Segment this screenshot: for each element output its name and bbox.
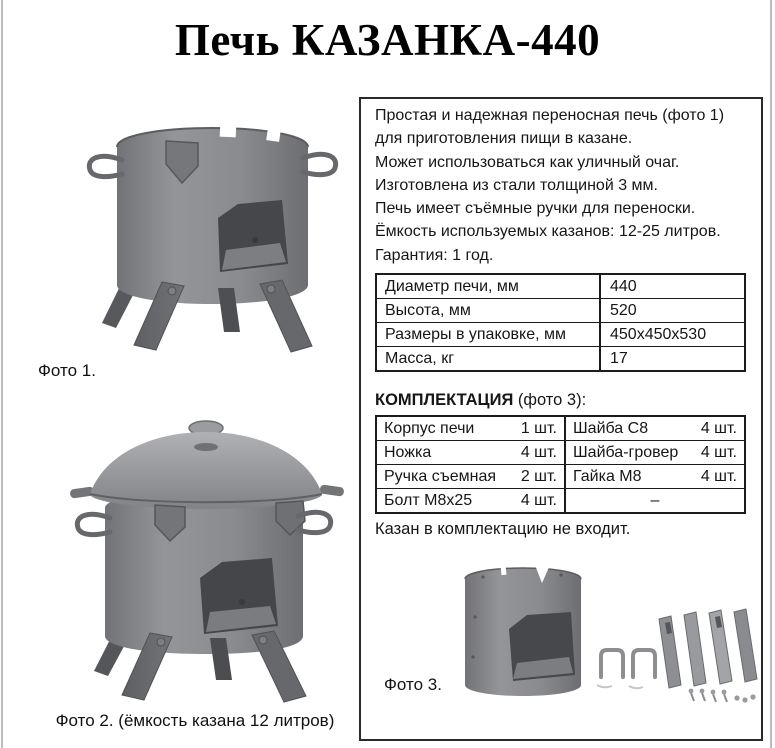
photo-3-image: [453, 557, 758, 714]
spec-label: Диаметр печи, мм: [385, 277, 519, 295]
page-right-border: [770, 0, 772, 748]
spec-value: 440: [599, 275, 744, 298]
page-title: Печь КАЗАНКА-440: [174, 15, 601, 65]
komplekt-cell: [377, 441, 564, 464]
item-qty: 4 шт.: [520, 491, 557, 509]
photo-1-caption: Фото 1.: [38, 361, 96, 380]
description: [375, 104, 755, 267]
komplekt-heading-bold: КОМПЛЕКТАЦИЯ: [375, 391, 514, 409]
komplekt-cell: [377, 489, 564, 512]
photo-2-caption: Фото 2. (ёмкость казана 12 литров): [55, 711, 335, 730]
item-name: –: [650, 491, 660, 509]
kazan-note: Казан в комплектацию не входит.: [375, 520, 631, 538]
item-name: Корпус печи: [384, 419, 475, 437]
table-row: [377, 440, 744, 464]
description-line: Может использоваться как уличный очаг.: [375, 153, 680, 171]
description-line: Ёмкость используемых казанов: 12-25 литров.: [375, 223, 721, 241]
table-row: [377, 346, 744, 370]
komplekt-cell: [377, 465, 564, 488]
photo-2-image: [60, 408, 355, 711]
description-line: Изготовлена из стали толщиной 3 мм.: [375, 176, 658, 194]
table-row: [377, 488, 744, 512]
table-row: [377, 322, 744, 346]
komplekt-cell: [564, 417, 744, 440]
table-row: [377, 298, 744, 322]
specs-table: [375, 273, 746, 372]
item-qty: 4 шт.: [700, 467, 737, 485]
komplekt-cell: [377, 417, 564, 440]
item-qty: 4 шт.: [700, 443, 737, 461]
table-row: [377, 417, 744, 440]
item-name: Болт М8х25: [384, 491, 473, 509]
table-row: [377, 275, 744, 298]
table-row: [377, 464, 744, 488]
komplekt-cell: [564, 489, 744, 512]
spec-label: Масса, кг: [385, 349, 455, 367]
item-qty: 4 шт.: [520, 443, 557, 461]
item-qty: 1 шт.: [520, 419, 557, 437]
spec-value: 450х450х530: [599, 323, 744, 346]
description-line: для приготовления пищи в казане.: [375, 130, 633, 148]
komplekt-table: [375, 415, 746, 514]
spec-value: 17: [599, 347, 744, 370]
komplekt-cell: [564, 441, 744, 464]
spec-label: Размеры в упаковке, мм: [385, 325, 566, 343]
item-name: Ручка съемная: [384, 467, 496, 485]
item-name: Шайба-гровер: [573, 443, 679, 461]
spec-value: 520: [599, 299, 744, 322]
spec-label: Высота, мм: [385, 301, 471, 319]
item-name: Гайка М8: [573, 467, 642, 485]
item-name: Шайба С8: [573, 419, 649, 437]
komplekt-cell: [564, 465, 744, 488]
photo-1-image: [70, 100, 355, 363]
photo-3-caption: Фото 3.: [384, 675, 442, 694]
description-line: Простая и надежная переносная печь (фото 1): [375, 107, 725, 124]
page-left-border: [1, 0, 3, 748]
komplekt-heading: [375, 391, 586, 410]
info-panel: [359, 97, 763, 741]
komplekt-heading-rest: (фото 3):: [513, 391, 587, 409]
item-qty: 4 шт.: [700, 419, 737, 437]
description-line: Печь имеет съёмные ручки для переноски.: [375, 200, 696, 218]
description-line: Гарантия: 1 год.: [375, 246, 494, 264]
item-name: Ножка: [384, 443, 432, 461]
item-qty: 2 шт.: [520, 467, 557, 485]
